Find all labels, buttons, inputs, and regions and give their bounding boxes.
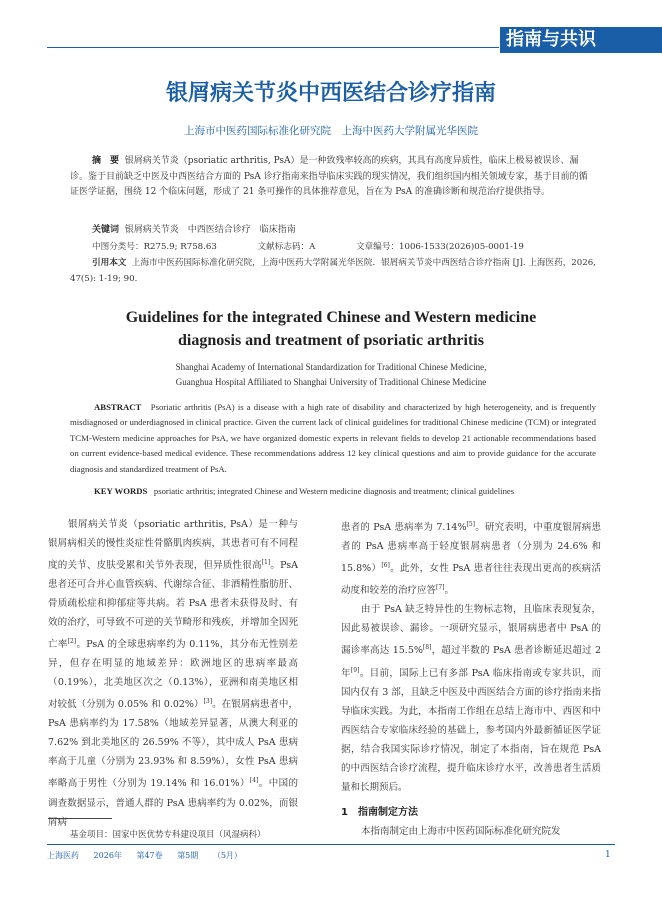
abstract-en-text: Psoriatic arthritis (PsA) is a disease with a high rate of disability and characterized by high heterogeneity, and is frequently misdiagnosed or underdiagnosed in clinical practice. Given the current lack of clinical guidelines for traditional Chinese medicine (TCM) or integrated TCM-Western medicine approaches for PsA, we have organized domestic experts in relevant fields to develop 21 actionable recommendations based on current evidence-based medical evidence. These recommendations address 12 key clinical questions and aim to provide guidance for the accurate diagnosis and standardized treatment of PsA.: [70, 402, 596, 474]
journal-month: （5月）: [212, 851, 242, 860]
body-paragraph: [48, 515, 298, 832]
body-text: 银屑病关节炎（psoriatic arthritis, PsA）是一种与银屑病相关的慢性炎症性骨骼肌肉疾病，其患者可有不同程度的关节、皮肤受累和关节外表现，但异质性很高: [48, 519, 298, 572]
keywords-en-label: KEY WORDS: [94, 486, 148, 496]
citation-ref[interactable]: [7]: [436, 584, 445, 592]
page-title-en: [0, 306, 662, 352]
citation-ref[interactable]: [2]: [67, 638, 77, 646]
body-right-column: [341, 515, 601, 841]
body-text: 。: [444, 585, 455, 597]
keywords-en-text: psoriatic arthritis; integrated Chinese and Western medicine diagnosis and treatment; clinical guidelines: [153, 486, 515, 496]
citation-cn: [70, 256, 596, 287]
institution-en-line2: Guanghua Hospital Affiliated to Shanghai University of Traditional Chinese Medicine: [175, 377, 487, 387]
journal-year: 2026年: [93, 851, 122, 860]
body-paragraph: [341, 515, 601, 600]
footer-rule: [47, 844, 615, 845]
body-text: 患者的 PsA 患病率为 7.14%: [341, 522, 467, 534]
institutions-cn: 上海市中医药国际标准化研究院 上海中医药大学附属光华医院: [184, 125, 478, 137]
body-left-column: [48, 515, 298, 832]
citation-ref[interactable]: [6]: [381, 562, 390, 570]
abstract-cn: [70, 154, 596, 201]
body-text: ，超过半数的 PsA 患者诊断延迟超过 2 年: [341, 645, 601, 679]
body-text: 。PsA 的全球患病率约为 0.11%，其分布无性别差异，但存在明显的地域差异：欧洲地区的患病率最高（0.19%），北美地区次之（0.13%），亚洲和南美地区相对较低（分别为 0.05% 和 0.02%）: [48, 639, 298, 711]
clc-number: 中图分类号：R275.9; R758.63: [92, 242, 217, 252]
abstract-cn-label: 摘 要: [92, 156, 120, 166]
citation-ref[interactable]: [9]: [350, 666, 360, 674]
keywords-cn-text: 银屑病关节炎 中西医结合诊疗 临床指南: [124, 225, 296, 235]
journal-name: 上海医药: [47, 851, 79, 860]
citation-label: 引用本文: [92, 258, 127, 268]
section-tag: 指南与共识: [500, 27, 662, 53]
footnote-rule: [48, 818, 112, 819]
citation-ref[interactable]: [4]: [249, 777, 259, 785]
title-en-line1: Guidelines for the integrated Chinese and Western medicine: [125, 309, 537, 326]
body-text: 。目前，国际上已有多部 PsA 临床指南或专家共识，而国内仅有 3 部，且缺乏中医及中西医结合方面的诊疗指南来指导临床实践。为此，本指南工作组在总结上海市中、西医和中西医结合专家临床经验的基础上，参考国内外最新循证医学证据，结合我国实际诊疗情况，制定了本指南，旨在规范 PsA 的中西医结合诊疗流程，提升临床诊疗水平，改善患者生活质量和长期预后。: [341, 667, 601, 793]
journal-footer: [47, 850, 254, 861]
journal-volume: 第47卷: [136, 851, 163, 860]
citation-ref[interactable]: [1]: [261, 559, 271, 566]
keywords-en: [70, 486, 596, 496]
body-paragraph: [341, 600, 601, 796]
abstract-en: [70, 400, 596, 477]
page-title-cn: 银屑病关节炎中西医结合诊疗指南: [165, 81, 496, 106]
article-number: 文章编号：1006-1533(2026)05-0001-19: [356, 242, 524, 252]
body-text: 。在银屑病患者中，PsA 患病率约为 17.58%（地域差异显著，从澳大利亚的 7.62% 到北美地区的 26.59% 不等），其中成人 PsA 患病率高于儿童（分别为 23.93% 和 8.59%），女性 PsA 患病率略高于男性（分别为 19.14% 和 16.01%）: [48, 699, 298, 790]
keywords-cn: [92, 222, 296, 235]
keywords-cn-label: 关键词: [92, 225, 120, 235]
institutions-en: [0, 360, 662, 390]
section-heading: 1 指南制定方法: [341, 806, 418, 818]
citation-ref[interactable]: [8]: [422, 644, 432, 652]
body-paragraph: 本指南制定由上海市中医药国际标准化研究院发: [361, 825, 561, 837]
citation-text: 上海市中医药国际标准化研究院，上海中医药大学附属光华医院．银屑病关节炎中西医结合诊疗指南 [J]. 上海医药，2026, 47(5): 1-19; 90.: [70, 258, 596, 284]
title-en-line2: diagnosis and treatment of psoriatic arthritis: [178, 332, 484, 349]
body-text: 。研究表明，中重度银屑病患者的 PsA 患病率高于轻度银屑病患者（分别为 24.6% 和 15.8%）: [341, 522, 601, 575]
abstract-en-label: ABSTRACT: [94, 402, 142, 412]
page-number: 1: [605, 850, 611, 860]
body-text: 。PsA 患者还可合并心血管疾病、代谢综合征、非酒精性脂肪肝、骨质疏松症和抑郁症等共病。若 PsA 患者未获得及时、有效的治疗，可导致不可逆的关节畸形和残疾，并增加全因死亡率: [48, 560, 298, 651]
body-text: 。此外，女性 PsA 患者往往表现出更高的疾病活动度和较差的治疗应答: [341, 563, 601, 597]
classification-meta: [92, 240, 562, 252]
doc-code: 文献标志码：A: [257, 242, 316, 252]
abstract-cn-text: 银屑病关节炎（psoriatic arthritis, PsA）是一种致残率较高的疾病，其具有高度异质性，临床上极易被误诊、漏诊。鉴于目前缺乏中医及中西医结合方面的 PsA 诊疗指南来指导临床实践的现实情况，我们组织国内相关领域专家，基于目前的循证医学证据，围绕 12 个临床问题，形成了 21 条可操作的具体推荐意见，旨在为 PsA 的准确诊断和规范治疗提供指导。: [70, 156, 588, 197]
institution-en-line1: Shanghai Academy of International Standardization for Traditional Chinese Medicine,: [175, 362, 487, 372]
funding-footnote: 基金项目：国家中医优势专科建设项目（风湿病科）: [70, 830, 266, 840]
journal-issue: 第5期: [177, 851, 199, 860]
header-rule: [47, 47, 499, 48]
body-text: 。中国的调查数据显示，普通人群的 PsA 患病率约为 0.02%，而银屑病: [48, 778, 298, 828]
citation-ref[interactable]: [3]: [203, 698, 213, 706]
citation-ref[interactable]: [5]: [466, 521, 476, 528]
body-text: 由于 PsA 缺乏特异性的生物标志物，且临床表现复杂，因此易被误诊、漏诊。一项研究显示，银屑病患者中 PsA 的漏诊率高达 15.5%: [341, 604, 601, 657]
